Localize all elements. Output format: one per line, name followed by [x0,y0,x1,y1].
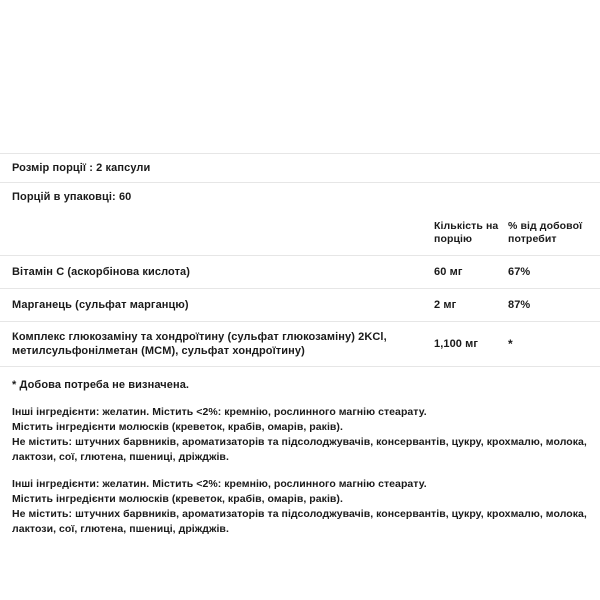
nutrient-name: Вітамін С (аскорбінова кислота) [0,256,434,289]
table-header [0,211,600,256]
nutrient-daily-value: * [508,322,600,367]
nutrient-name: Комплекс глюкозаміну та хондроїтину (сульфат глюкозаміну) 2KCl, метилсульфонілметан (MCM), сульфат хондроїтину) [0,322,434,367]
nutrient-amount: 1,100 мг [434,322,508,367]
ingredients-note-block-duplicate [0,465,600,537]
table-body [0,256,600,367]
daily-value-footnote: * Добова потреба не визначена. [12,379,190,391]
column-header-nutrient [0,211,434,256]
nutrient-name: Марганець (сульфат марганцю) [0,289,434,322]
table-row [0,256,600,289]
contains-allergens-line: Містить інгредієнти молюсків (креветок, крабів, омарів, раків). [12,493,343,505]
ingredients-note-block [0,393,600,465]
free-from-line: Не містить: штучних барвників, ароматизаторів та підсолоджувачів, консервантів, цукру, крохмалю, молока, лактози, сої, глютена, пшениці, дріжджів. [12,436,587,463]
other-ingredients-line: Інші інгредієнти: желатин. Містить <2%: кремнію, рослинного магнію стеарату. [12,478,427,490]
column-header-percent-daily-value: % від добової потребит [508,211,600,256]
nutrient-daily-value: 87% [508,289,600,322]
nutrient-amount: 60 мг [434,256,508,289]
table-row [0,289,600,322]
supplement-facts-table [0,211,600,367]
servings-per-container-row: Порцій в упаковці: 60 [12,191,132,203]
contains-allergens-line: Містить інгредієнти молюсків (креветок, крабів, омарів, раків). [12,421,343,433]
top-whitespace [0,0,600,153]
free-from-line: Не містить: штучних барвників, ароматизаторів та підсолоджувачів, консервантів, цукру, крохмалю, молока, лактози, сої, глютена, пшениці, дріжджів. [12,508,587,535]
other-ingredients-line: Інші інгредієнти: желатин. Містить <2%: кремнію, рослинного магнію стеарату. [12,406,427,418]
nutrient-daily-value: 67% [508,256,600,289]
table-header-row [0,211,600,256]
serving-size-row: Розмір порції : 2 капсули [12,162,151,174]
column-header-amount-per-serving: Кількість на порцію [434,211,508,256]
nutrient-amount: 2 мг [434,289,508,322]
table-row [0,322,600,367]
